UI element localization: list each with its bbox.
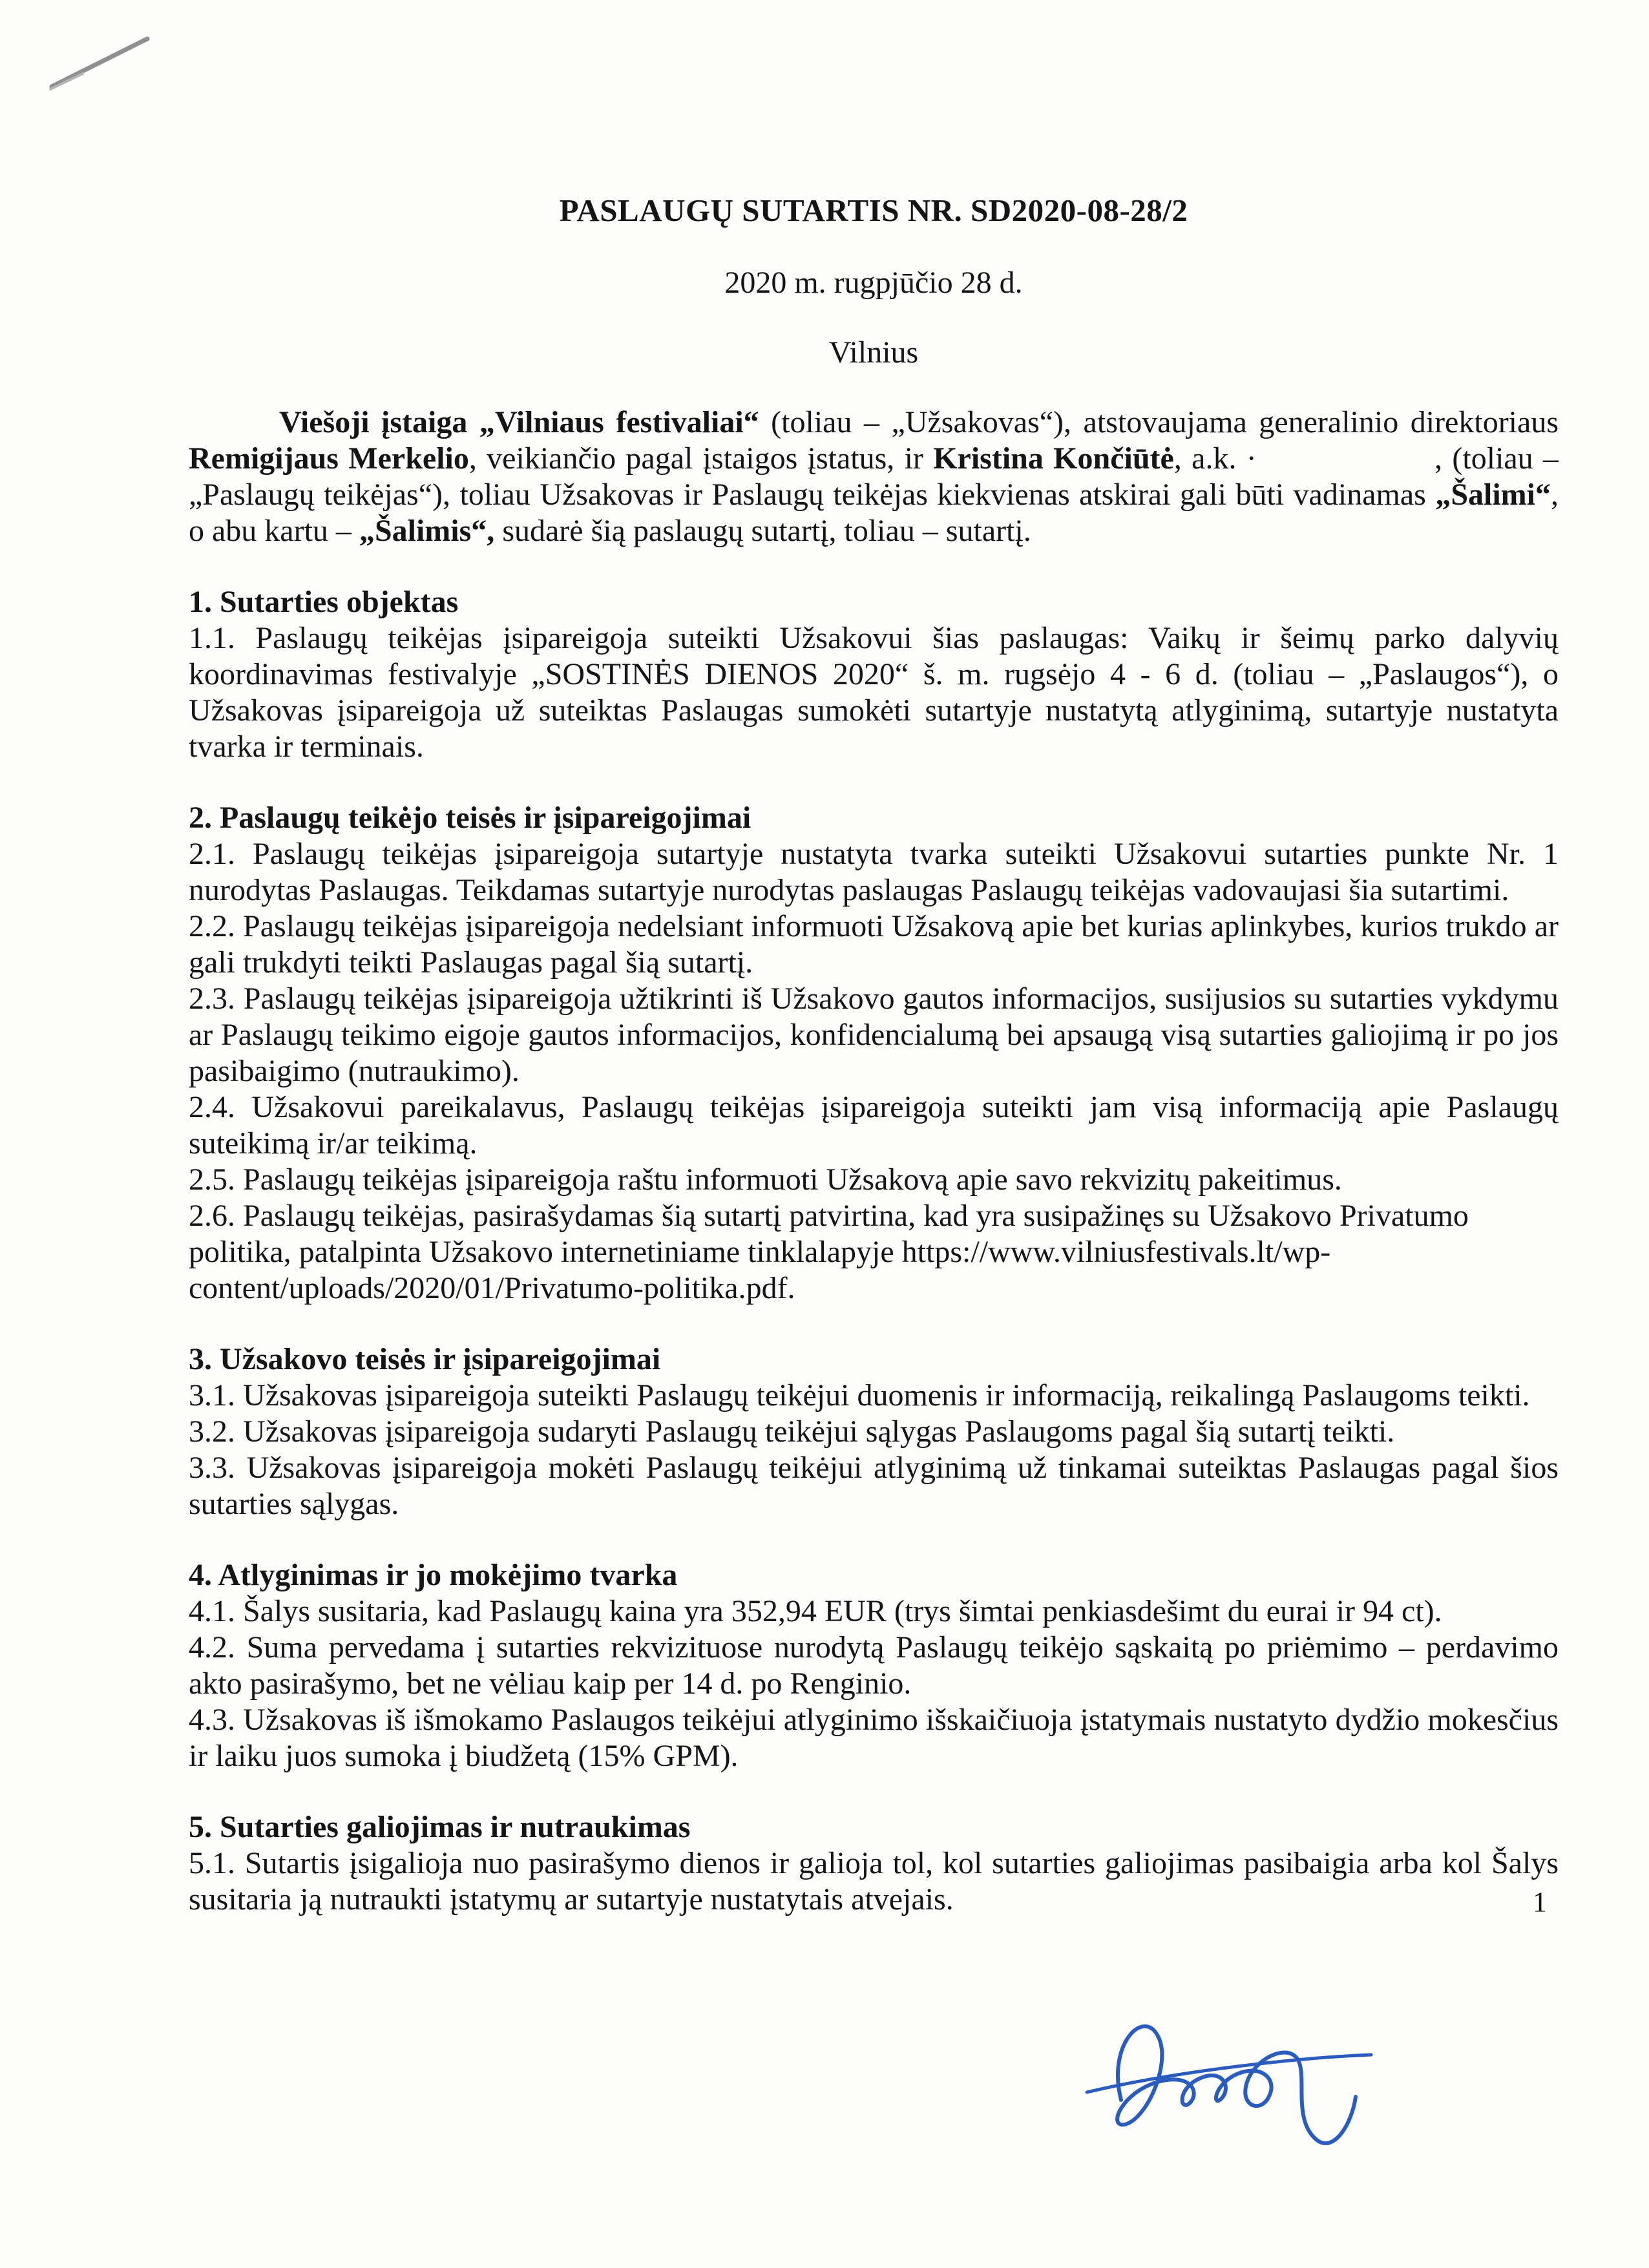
section-paragraph: 2.3. Paslaugų teikėjas įsipareigoja užtikrinti iš Užsakovo gautos informacijos, susijusios su sutarties vykdymu ar Paslaugų teikimo eigoje gautos informacijos, konfidencialumą bei apsaugą visą sutarties galiojimą ir po jos pasibaigimo (nutraukimo). <box>189 982 1559 1088</box>
section-heading: 2. Paslaugų teikėjo teisės ir įsipareigojimai <box>189 801 751 835</box>
intro-segment-bold: „Šalimi“ <box>1435 478 1551 512</box>
section-paragraph: 2.5. Paslaugų teikėjas įsipareigoja raštu informuoti Užsakovą apie savo rekvizitų pakeitimus. <box>189 1162 1342 1197</box>
contract-section <box>189 1557 1559 1774</box>
contract-section <box>189 1809 1559 1918</box>
document-place: Vilnius <box>828 335 919 370</box>
section-paragraph: 3.1. Užsakovas įsipareigoja suteikti Paslaugų teikėjui duomenis ir informaciją, reikalingą Paslaugoms teikti. <box>189 1378 1530 1412</box>
intro-segment-bold: Viešoji įstaiga „Vilniaus festivaliai“ <box>279 405 759 439</box>
section-paragraph: 2.4. Užsakovui pareikalavus, Paslaugų teikėjas įsipareigoja suteikti jam visą informaciją apie Paslaugų suteikimą ir/ar teikimą. <box>189 1090 1559 1160</box>
section-paragraph: 3.3. Užsakovas įsipareigoja mokėti Paslaugų teikėjui atlyginimą už tinkamai suteiktas Paslaugas pagal šios sutarties sąlygas. <box>189 1451 1559 1521</box>
section-paragraph: 4.1. Šalys susitaria, kad Paslaugų kaina yra 352,94 EUR (trys šimtai penkiasdešimt du eurai ir 94 ct). <box>189 1594 1442 1628</box>
section-paragraph: 4.2. Suma pervedama į sutarties rekvizituose nurodytą Paslaugų teikėjo sąskaitą po priėmimo – perdavimo akto pasirašymo, bet ne vėliau kaip per 14 d. po Renginio. <box>189 1630 1559 1701</box>
contract-section <box>189 1341 1559 1522</box>
intro-paragraph <box>189 404 1559 549</box>
handwritten-signature <box>1060 1964 1383 2197</box>
section-heading: 1. Sutarties objektas <box>189 585 459 619</box>
intro-segment: sudarė šią paslaugų sutartį, toliau – sutartį. <box>494 514 1031 548</box>
sections-container <box>189 584 1559 1918</box>
section-paragraph: 1.1. Paslaugų teikėjas įsipareigoja suteikti Užsakovui šias paslaugas: Vaikų ir šeimų parko dalyvių koordinavimas festivalyje „SOSTINĖS DIENOS 2020“ š. m. rugsėjo 4 - 6 d. (toliau – „Paslaugos“), o Užsakovas įsipareigoja už suteiktas Paslaugas sumokėti sutartyje nustatytą atlyginimą, sutartyje nustatyta tvarka ir terminais. <box>189 621 1559 764</box>
section-paragraph: 3.2. Užsakovas įsipareigoja sudaryti Paslaugų teikėjui sąlygas Paslaugoms pagal šią sutartį teikti. <box>189 1414 1395 1449</box>
intro-segment: , veikiančio pagal įstaigos įstatus, ir <box>468 441 934 476</box>
document-title: PASLAUGŲ SUTARTIS NR. SD2020-08-28/2 <box>559 193 1188 228</box>
intro-segment-bold: „Šalimis“, <box>359 514 495 548</box>
intro-segment: (toliau – „Užsakovas“), atstovaujama generalinio direktoriaus <box>759 405 1559 439</box>
section-heading: 5. Sutarties galiojimas ir nutraukimas <box>189 1810 691 1844</box>
intro-segment: , o abu kartu – <box>189 478 1559 548</box>
page-number: 1 <box>1533 1886 1547 1918</box>
section-paragraph: 2.6. Paslaugų teikėjas, pasirašydamas šią sutartį patvirtina, kad yra susipažinęs su Užsakovo Privatumo politika, patalpinta Užsakovo internetiniame tinklalapyje https://www.vilniusfestivals.lt/wp-content/uploads/2020/01/Privatumo-politika.pdf. <box>189 1199 1469 1305</box>
contract-section <box>189 584 1559 765</box>
pen-stroke-mark <box>44 27 160 98</box>
section-heading: 3. Užsakovo teisės ir įsipareigojimai <box>189 1342 661 1376</box>
section-paragraph: 2.2. Paslaugų teikėjas įsipareigoja nedelsiant informuoti Užsakovą apie bet kurias aplinkybes, kurios trukdo ar gali trukdyti teikti Paslaugas pagal šią sutartį. <box>189 909 1559 980</box>
intro-segment-bold: Remigijaus Merkelio <box>189 441 469 476</box>
document-date: 2020 m. rugpjūčio 28 d. <box>724 266 1023 300</box>
section-heading: 4. Atlyginimas ir jo mokėjimo tvarka <box>189 1558 678 1592</box>
intro-segment-bold: Kristina Končiūtė <box>933 441 1174 476</box>
section-paragraph: 2.1. Paslaugų teikėjas įsipareigoja sutartyje nustatyta tvarka suteikti Užsakovui sutarties punkte Nr. 1 nurodytas Paslaugas. Teikdamas sutartyje nurodytas paslaugas Paslaugų teikėjas vadovaujasi šia sutartimi. <box>189 837 1559 907</box>
intro-segment: , a.k. · , (toliau – „Paslaugų teikėjas“), toliau Užsakovas ir Paslaugų teikėjas kiekvienas atskirai gali būti vadinamas <box>189 441 1559 512</box>
section-paragraph: 4.3. Užsakovas iš išmokamo Paslaugos teikėjui atlyginimo išskaičiuoja įstatymais nustatyto dydžio mokesčius ir laiku juos sumoka į biudžetą (15% GPM). <box>189 1703 1559 1773</box>
section-paragraph: 5.1. Sutartis įsigalioja nuo pasirašymo dienos ir galioja tol, kol sutarties galiojimas pasibaigia arba kol Šalys susitaria ją nutraukti įstatymų ar sutartyje nustatytais atvejais. <box>189 1846 1559 1916</box>
contract-section <box>189 800 1559 1307</box>
